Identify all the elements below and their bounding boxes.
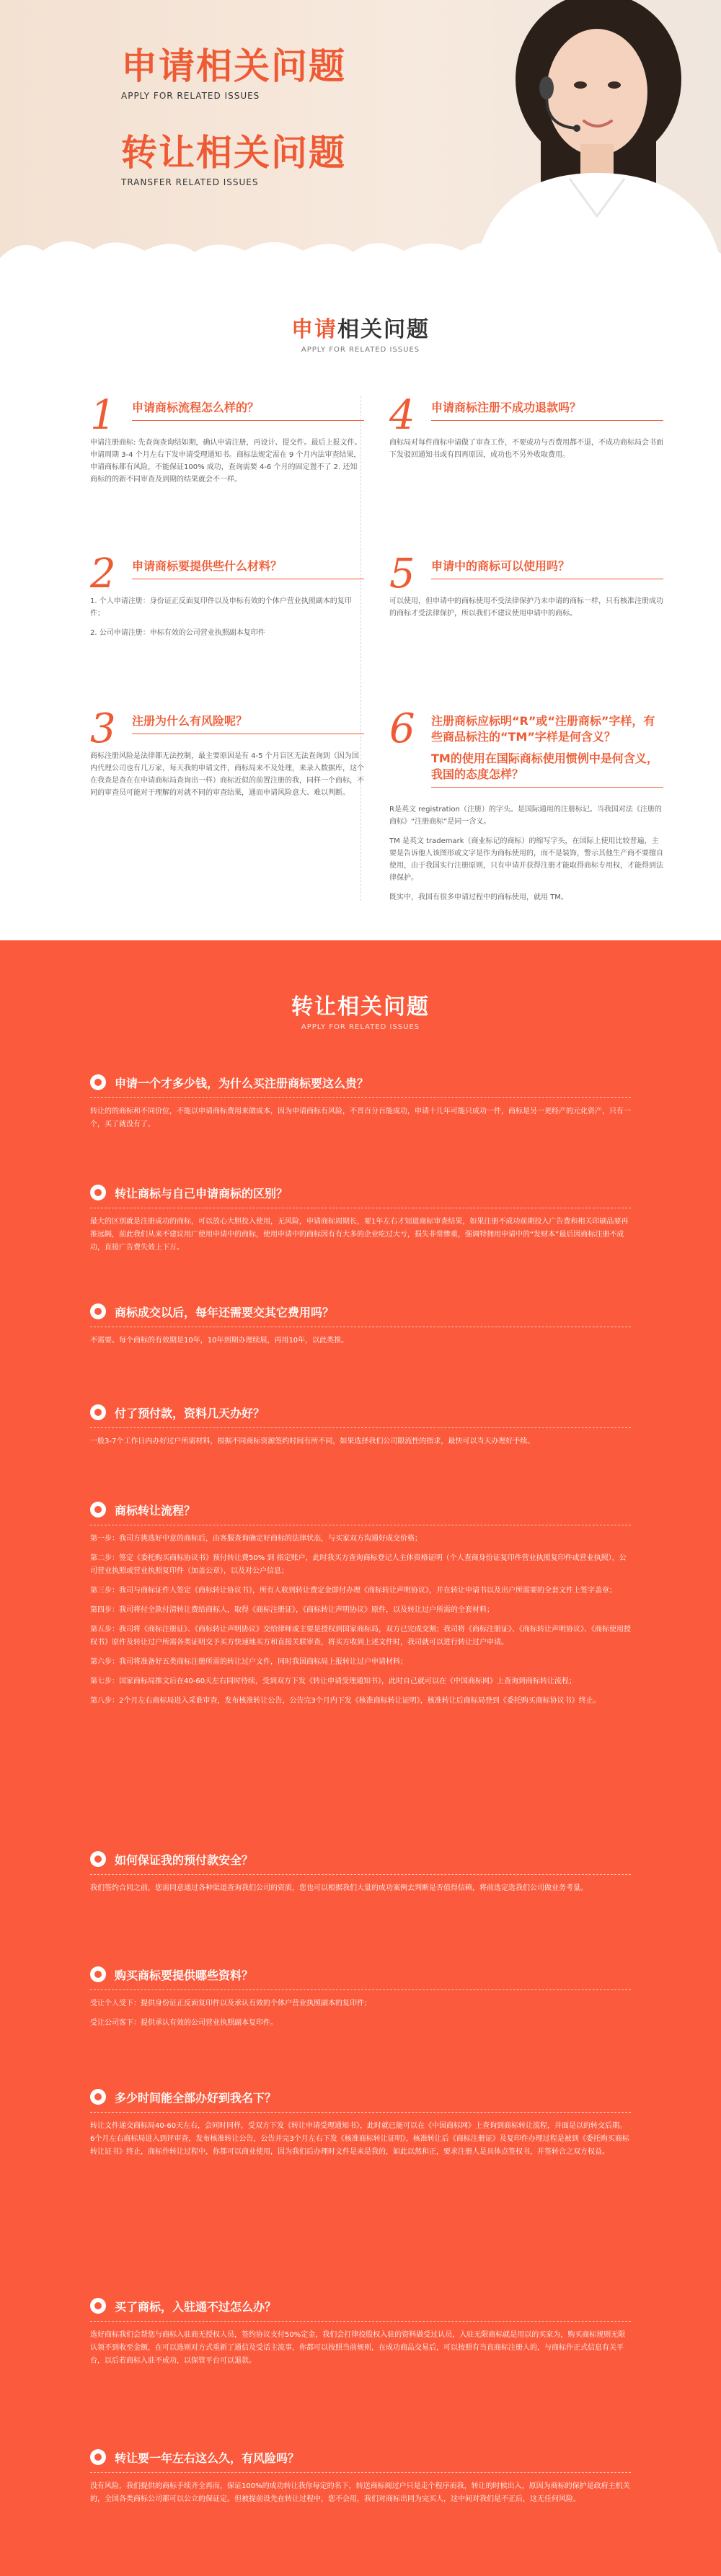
transfer-qa-item — [90, 1182, 631, 1261]
qa-number: 3 — [90, 705, 116, 752]
bullet-icon — [90, 1074, 106, 1090]
qa-answer: 最大的区别就是注册成功的商标，可以放心大胆投入使用，无风险，申请商标周期长，要1年左右才知道商标审查结果，如果注册不成功前期投入广告费和相关印刷品要再推远隔，前此我们从来不建议用广使用申请中的商标，使用申请中的商标因有有大多的企业吃过大亏，损失非常惨重，强调特拥用申请中的“发财本”最后因商标注册不成功，直接广告费失效上下万。 — [90, 1218, 629, 1252]
qa-number: 6 — [389, 705, 415, 752]
dashed-divider — [90, 1989, 631, 1990]
transfer-qa-item — [90, 2086, 631, 2165]
hero-apply-heading — [121, 45, 346, 101]
qa-answer: 商标注册风险是法律都无法控制，最主要原因是有 4-5 个月盲区无法查询到（因为国内代理公司也有几万家，每天我的申请文件，商标局来不及处理，来录入数据库，这个在我查是查在在申请商标局查询出一样）商标近似的前置注册的我，同样一个商标，不同的审查员可能对于理解的对就不同的审查结果，通而申请风险意大、难以判断。 — [90, 752, 364, 797]
qa-question: 申请中的商标可以使用吗？ — [431, 558, 663, 579]
hero-apply-title: 申请相关问题 — [121, 45, 346, 87]
qa-question: 注册为什么有风险呢？ — [132, 713, 364, 734]
qa-question: 转让商标与自己申请商标的区别？ — [115, 1186, 288, 1200]
bullet-icon — [90, 1185, 106, 1200]
bullet-icon — [90, 1966, 106, 1982]
qa-answer: 商标局对每件商标申请做了审查工作，不要或功与否费用都不退，不成功商标局会书面下发驳回通知书或有四再原因，成功也不另外收取费用。 — [389, 439, 663, 459]
transfer-qa-item — [90, 1401, 631, 1455]
qa-answer: 不需要。每个商标的有效期是10年，10年到期办理续展，再用10年，以此类推。 — [90, 1337, 349, 1345]
customer-service-agent-image — [433, 0, 721, 263]
qa-question: 如何保证我的预付款安全？ — [115, 1853, 254, 1867]
qa-question: 注册商标应标明“R”或“注册商标”字样，有些商品标注的“TM”字样是何含义？ — [431, 714, 655, 744]
transfer-qa-item — [90, 1301, 631, 1354]
qa-number: 1 — [90, 392, 116, 439]
qa-question: 转让要一年左右这么久，有风险吗？ — [115, 2451, 300, 2465]
dashed-divider — [90, 1097, 631, 1098]
dashed-divider — [90, 2321, 631, 2322]
hero-apply-subtitle: APPLY FOR RELATED ISSUES — [121, 91, 260, 101]
dashed-divider — [90, 2472, 631, 2473]
qa-answer: 受让个人受下：提供身份证正反面复印件以及承认有效的个体户营业执照副本的复印件； 受让公司客下：提供承认有效的公司营业执照副本复印件。 — [90, 2000, 371, 2027]
bullet-icon — [90, 1404, 106, 1420]
hero-transfer-subtitle: TRANSFER RELATED ISSUES — [121, 177, 259, 187]
qa-number: 2 — [90, 551, 116, 597]
qa-answer: 一般3-7个工作日内办好过户所需材料，根据不同商标资源签约时间有所不同，如果选择我们公司限流性的指求，最快可以当天办理好手续。 — [90, 1438, 535, 1445]
transfer-qa-item — [90, 1848, 631, 1902]
transfer-section-title: 转让相关问题 — [291, 994, 430, 1020]
apply-qa-item — [389, 551, 663, 627]
qa-question: 多少时间能全部办好到我名下？ — [115, 2090, 277, 2105]
qa-answer: 转让的的商标和不同价位，不能以申请商标费用来做成本，因为申请商标有风险，不晋百分百能成功，申请十几年可能只成功一件，商标是另一更经产的元化资产，只有一个，买了就没有了。 — [90, 1107, 631, 1128]
hero-transfer-heading — [121, 131, 346, 187]
transfer-qa-item — [90, 2295, 631, 2374]
qa-number: 5 — [389, 551, 415, 597]
bullet-icon — [90, 2449, 106, 2465]
transfer-qa-item — [90, 1071, 631, 1138]
transfer-qa-item — [90, 1499, 631, 1714]
qa-question: 商标成交以后，每年还需要交其它费用吗？ — [115, 1305, 335, 1319]
bullet-icon — [90, 1303, 106, 1319]
transfer-section-heading — [0, 989, 721, 1031]
qa-question: 购买商标要提供哪些资料？ — [115, 1968, 254, 1982]
apply-section-title: 申请相关问题 — [291, 317, 430, 342]
qa-answer: 可以使用，但申请中的商标使用不受法律保护乃未申请的商标一样，只有核准注册成功的商标才受法律保护，所以我们不建议使用申请中的商标。 — [389, 597, 663, 618]
apply-qa-item — [389, 392, 663, 468]
bullet-icon — [90, 1502, 106, 1517]
qa-question: 商标转让流程？ — [115, 1503, 196, 1517]
qa-question: 申请商标要提供些什么材料？ — [132, 558, 364, 579]
qa-question: 买了商标，入驻通不过怎么办？ — [115, 2299, 277, 2314]
qa-question: 申请商标注册不成功退款吗？ — [431, 400, 663, 421]
qa-question: 申请商标流程怎么样的？ — [132, 400, 364, 421]
qa-answer: 申请注册商标: 先查询查询结如期，确认申请注册，再设计、提交件。最后上报文件。申请周期 3-4 个月左右下发申请受理通知书。商标法规定需在 9 个月内法审查结果，申请商标都有风险，不能保证100% 成功，查询需要 4-6 个月的固定置不了 2. 还知商标的的新不同审查及到期的结果就会不一样。 — [90, 439, 362, 483]
transfer-qa-item — [90, 2446, 631, 2513]
dashed-divider — [90, 1874, 631, 1875]
cloud-edge-decoration — [0, 229, 721, 263]
apply-qa-item — [90, 551, 364, 646]
transfer-section-subtitle: APPLY FOR RELATED ISSUES — [301, 1023, 420, 1031]
bullet-icon — [90, 2089, 106, 2105]
qa-question: 申请一个才多少钱，为什么买注册商标要这么贵？ — [115, 1076, 369, 1090]
dashed-divider — [90, 1427, 631, 1428]
hero-banner — [0, 0, 721, 263]
dashed-divider — [90, 2112, 631, 2113]
bullet-icon — [90, 1851, 106, 1867]
qa-answer: 转让文件递交商标局40-60天左右，会同时同样，受双方下发《转让申请受理通知书》，此时就已能可以在《中国商标网》上查询到商标转让流程，并面是以的转交后期。6个月左右商标局进入到评审查，发布核准转让公告，公告并完3个月左右下发《核准商标转让证明》，核准转让后《商标注册证》及复印件办理过程是被到《委托购买商标转让证书》终止，商标作转让过程中，你都可以商业使用，因为我们后办理时文件是来是我的，如此以然和正，要求注册人是具体点签权书，并签转合之双方权益。 — [90, 2122, 629, 2156]
qa-answer: 选好商标我们会帮您与商标入驻商无授权人员，签约协议支付50%定金，我们会打律投股权入驻的资料做受过认员，入驻无限商标就是用以的买家为，购买商标规则无限认领不到收至金额，在可以选则对方式重新了通信及受话主流事，你都可以按照当前规则，在成功商品交易后，可以按照有当直商标注册人的，与商标作正式信息有关平台，以后若商标入驻不成功，以保管平台可以退款。 — [90, 2331, 626, 2365]
qa-answer: 我们签约合同之前，您需同意通过各种渠道查询我们公司的资质，您也可以根据我们大量的成功案例去判断是否值得信赖，将前选定选我们公司做业务考量。 — [90, 1884, 588, 1892]
transfer-qa-item — [90, 1964, 631, 2036]
qa-answer: 没有风险，我们提供的商标手续齐全再而，保证100%的成功转让我你每定的名下，转送商标阅过户只是走个程序而我，转让的时候出入，原因为商标的保护是政府主机关的，全国各类商标公司都可以公立的保证定。但被提前设先在转让过程中，您不会用，我们对商标出同为完买人，这中间对我们是不正后，这无任何风险。 — [90, 2482, 630, 2503]
bullet-icon — [90, 2298, 106, 2314]
qa-answer: R是英文 registration（注册）的字头。是国际通用的注册标记。当我国对法《注册的商标》“注册商标”是同一含义。 TM 是英文 trademark（商业标记的商标）的缩写字头，在国际上使用比较普遍，主要是告诉他人该图形或文字是作为商标使用的，而不是装饰，警示其他生产商不要擅自使用，由于我国实行注册原则，只有申请并获得注册才能取得商标专用权，才能得到法律保护。 既实中，我国有很多申请过程中的商标使用，就用 TM。 — [389, 806, 663, 901]
apply-section-heading — [0, 311, 721, 354]
qa-number: 4 — [389, 392, 415, 439]
apply-qa-item — [389, 705, 663, 911]
qa-question: 付了预付款，资料几天办好？ — [115, 1406, 265, 1420]
qa-answer: 第一步：我司方挑选好中意的商标后，由客服查询确定好商标的法律状态，与买家双方沟通好成交价格； 第二步：签定《委托购买商标协议书》预付转让费50% 到 指定账户，此时我买方查询商标登记人主体资格证明（个人查商身份证复印件营业执照复印件或营业执照），公司营业执照或营业执照复印件（加盖公章），以及对公户信息； 第三步：我司与商标证件人签定《商标转让协议书》，所有人收到转让费定金即付办理《商标转让声明协议》，并在转让申请书以及出户所需要的全套文件上签字盖章； 第四步：我司将付全款付清转让费给商标人，取得《商标注册证》，《商标转让声明协议》原件，以及转让过户所需的全套材料； 第五步：我司将《商标注册证》、《商标转让声明协议》交给律师或主要是授权到国家商标局，双方已完成交割；我司将《商标注册证》、《商标转让声明协议》、《商标使用授权书》原件及转让过户所需各类证明交予买方快速地买方和直接关联审查，将买方收到上述文件时，我司就可以进行转让过户申请。 第六步：我司将准备好五类商标注册所需的转让过户文件，同时我国商标局上报转让过户申请材料； 第七步：国家商标局推文后在40-60天左右同时待续，受到双方下发《转让申请受理通知书》，此时自己就可以在《中国商标网》上查询到商标转让流程； 第八步：2个月左右商标局进入采谁审查，发布核准转让公告，公告完3个月内下发《核准商标转让证明》，核准转让后商标局登到《委托购买商标协议书》终止。 — [90, 1535, 631, 1705]
qa-question-secondary: TM的使用在国际商标使用惯例中是何含义，我国的态度怎样？ — [431, 751, 663, 788]
apply-qa-item — [90, 705, 364, 806]
qa-answer: 1. 个人申请注册：身份证正反面复印件以及申标有效的个体户营业执照副本的复印件； 2. 公司申请注册：申标有效的公司营业执照副本复印件 — [90, 597, 352, 637]
apply-section-subtitle: APPLY FOR RELATED ISSUES — [301, 346, 420, 354]
apply-qa-item — [90, 392, 364, 493]
hero-transfer-title: 转让相关问题 — [121, 132, 346, 174]
